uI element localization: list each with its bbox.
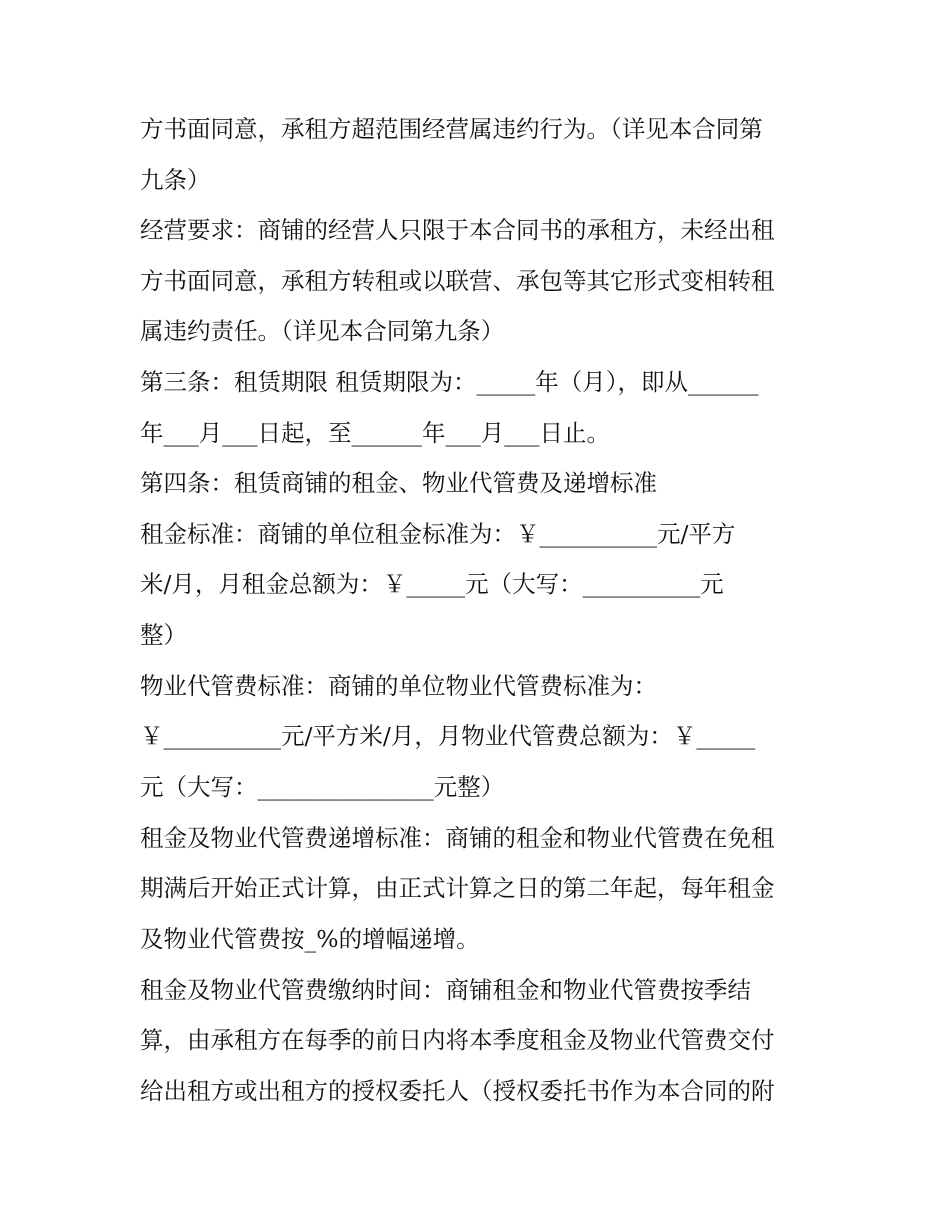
text-line: 及物业代管费按_%的增幅递增。 xyxy=(140,925,480,953)
text-line: 算，由承租方在每季的前日内将本季度租金及物业代管费交付 xyxy=(140,1026,775,1054)
text-line: 第四条：租赁商铺的租金、物业代管费及递增标准 xyxy=(140,469,657,497)
text-line: 方书面同意，承租方超范围经营属违约行为。（详见本合同第 xyxy=(140,115,763,143)
text-line: 物业代管费标准：商铺的单位物业代管费标准为： xyxy=(140,672,657,700)
text-line: 第三条：租赁期限 租赁期限为：_____年（月），即从______ xyxy=(140,368,759,396)
text-line: 租金及物业代管费缴纳时间：商铺租金和物业代管费按季结 xyxy=(140,976,751,1004)
text-line: 租金及物业代管费递增标准：商铺的租金和物业代管费在免租 xyxy=(140,824,775,852)
text-line: 整） xyxy=(140,621,187,649)
text-line: 方书面同意，承租方转租或以联营、承包等其它形式变相转租 xyxy=(140,267,775,295)
text-line: ￥__________元/平方米/月，月物业代管费总额为：￥_____ xyxy=(140,722,756,750)
text-line: 米/月，月租金总额为：￥_____元（大写：__________元 xyxy=(140,570,724,598)
text-line: 租金标准：商铺的单位租金标准为：￥__________元/平方 xyxy=(140,520,736,548)
text-line: 年___月___日起，至______年___月___日止。 xyxy=(140,419,610,447)
text-line: 期满后开始正式计算，由正式计算之日的第二年起，每年租金 xyxy=(140,874,775,902)
text-line: 属违约责任。（详见本合同第九条） xyxy=(140,317,505,345)
text-line: 九条） xyxy=(140,166,211,194)
text-line: 经营要求：商铺的经营人只限于本合同书的承租方，未经出租 xyxy=(140,216,775,244)
text-line: 给出租方或出租方的授权委托人（授权委托书作为本合同的附 xyxy=(140,1077,775,1105)
text-line: 元（大写：_______________元整） xyxy=(140,773,505,801)
